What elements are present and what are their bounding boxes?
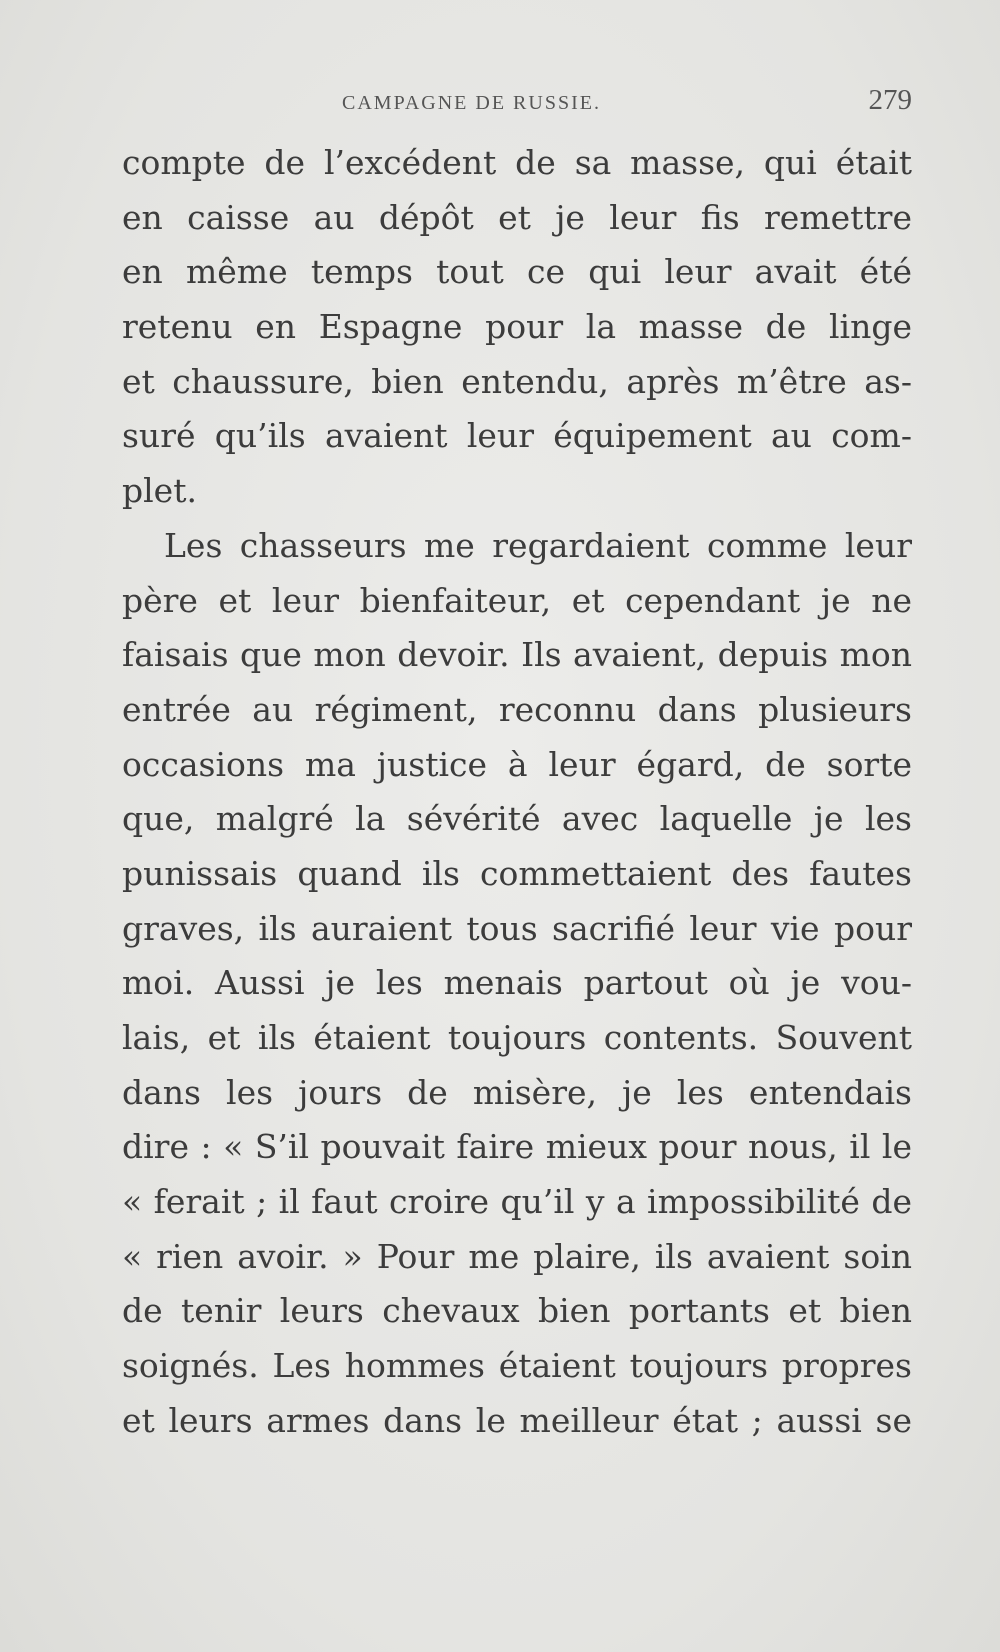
text-line: « rien avoir. » Pour me plaire, ils avaient soin bbox=[122, 1236, 912, 1276]
body-text bbox=[122, 136, 912, 1449]
text-line: dire : « S’il pouvait faire mieux pour nous, il le bbox=[122, 1127, 912, 1167]
text-line: et chaussure, bien entendu, après m’être as- bbox=[122, 361, 912, 401]
text-line: plet. bbox=[122, 471, 197, 511]
running-head bbox=[122, 84, 912, 124]
text-line: dans les jours de misère, je les entendais bbox=[122, 1072, 912, 1112]
text-line: et leurs armes dans le meilleur état ; aussi se bbox=[122, 1400, 912, 1440]
text-line: retenu en Espagne pour la masse de linge bbox=[122, 307, 912, 347]
text-line: compte de l’excédent de sa masse, qui était bbox=[122, 143, 912, 182]
text-line: en caisse au dépôt et je leur fis remettre bbox=[122, 197, 912, 237]
page-number: 279 bbox=[868, 84, 912, 116]
text-line: « ferait ; il faut croire qu’il y a impossibilité de bbox=[122, 1182, 912, 1222]
text-line: suré qu’ils avaient leur équipement au com- bbox=[122, 416, 912, 456]
text-line: que, malgré la sévérité avec laquelle je les bbox=[122, 799, 912, 839]
text-line: punissais quand ils commettaient des fautes bbox=[122, 853, 912, 893]
running-title: CAMPAGNE DE RUSSIE. bbox=[342, 92, 601, 114]
text-line: graves, ils auraient tous sacrifié leur vie pour bbox=[122, 908, 912, 948]
text-line: lais, et ils étaient toujours contents. Souvent bbox=[122, 1018, 912, 1057]
text-line: entrée au régiment, reconnu dans plusieurs bbox=[122, 689, 912, 729]
text-line: père et leur bienfaiteur, et cependant je ne bbox=[122, 580, 912, 620]
text-line: faisais que mon devoir. Ils avaient, depuis mon bbox=[122, 635, 912, 675]
paragraph-first-line: Les chasseurs me regardaient comme leur bbox=[164, 525, 912, 565]
text-line: moi. Aussi je les menais partout où je vou- bbox=[122, 963, 912, 1003]
text-line: occasions ma justice à leur égard, de sorte bbox=[122, 744, 912, 784]
text-line: soignés. Les hommes étaient toujours propres bbox=[122, 1346, 912, 1386]
text-line: de tenir leurs chevaux bien portants et bien bbox=[122, 1291, 912, 1331]
text-line: en même temps tout ce qui leur avait été bbox=[122, 252, 912, 292]
